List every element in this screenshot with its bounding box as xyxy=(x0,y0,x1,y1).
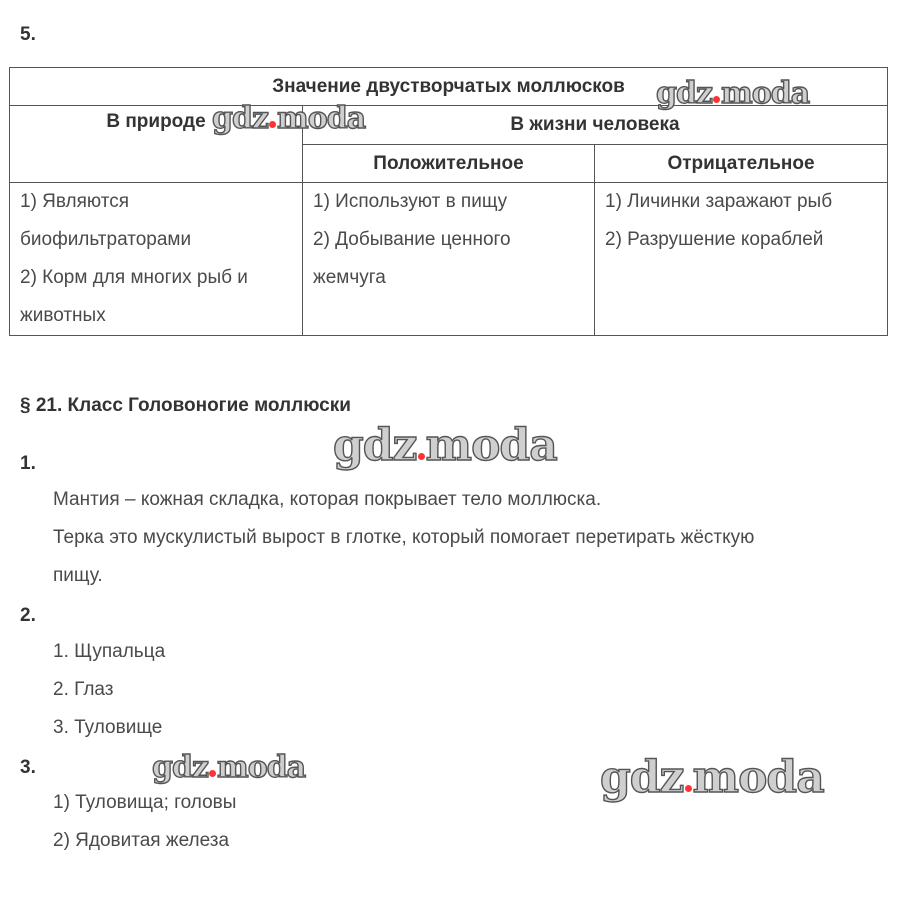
watermark-logo: gdz moda xyxy=(333,420,557,471)
answer-line: 1) Туловища; головы xyxy=(53,792,237,813)
column-header-negative: Отрицательное xyxy=(595,145,888,183)
question-number: 2. xyxy=(20,605,36,626)
question-number: 1. xyxy=(20,453,36,474)
answer-line: 3. Туловище xyxy=(53,717,163,738)
watermark-logo: gdz moda xyxy=(212,101,366,136)
watermark-logo: gdz moda xyxy=(656,76,810,111)
table-cell-line: жемчуга xyxy=(313,267,386,288)
table-cell-line: животных xyxy=(20,305,106,326)
column-header-human-life: В жизни человека xyxy=(303,106,888,145)
table-cell-line: биофильтраторами xyxy=(20,229,192,250)
answer-block xyxy=(53,481,754,595)
answer-line: 1. Щупальца xyxy=(53,641,166,662)
table-cell-positive xyxy=(303,183,595,336)
table-cell-line: 2) Разрушение кораблей xyxy=(605,229,824,250)
table-title: Значение двустворчатых моллюсков xyxy=(10,68,888,106)
table-cell-line: 2) Корм для многих рыб и xyxy=(20,267,248,288)
answer-line: 2. Глаз xyxy=(53,679,114,700)
answer-block xyxy=(53,784,236,860)
answer-line: пищу. xyxy=(53,565,103,586)
answer-line: 2) Ядовитая железа xyxy=(53,830,230,851)
answer-line: Терка это мускулистый вырост в глотке, который помогает перетирать жёсткую xyxy=(53,527,755,548)
section-heading: § 21. Класс Головоногие моллюски xyxy=(20,395,351,416)
table-cell-nature xyxy=(10,183,303,336)
watermark-logo: gdz moda xyxy=(152,750,306,785)
watermark-logo: gdz moda xyxy=(600,752,824,803)
column-header-nature: В природе xyxy=(10,106,303,183)
answer-block xyxy=(53,633,165,747)
answer-line: Мантия – кожная складка, которая покрывает тело моллюска. xyxy=(53,489,602,510)
question-number: 3. xyxy=(20,757,36,778)
table-cell-negative xyxy=(595,183,888,336)
column-header-positive: Положительное xyxy=(303,145,595,183)
table-cell-line: 1) Используют в пищу xyxy=(313,191,508,212)
task-number: 5. xyxy=(20,24,36,45)
table-cell-line: 2) Добывание ценного xyxy=(313,229,511,250)
table-cell-line: 1) Являются xyxy=(20,191,130,212)
table-cell-line: 1) Личинки заражают рыб xyxy=(605,191,833,212)
